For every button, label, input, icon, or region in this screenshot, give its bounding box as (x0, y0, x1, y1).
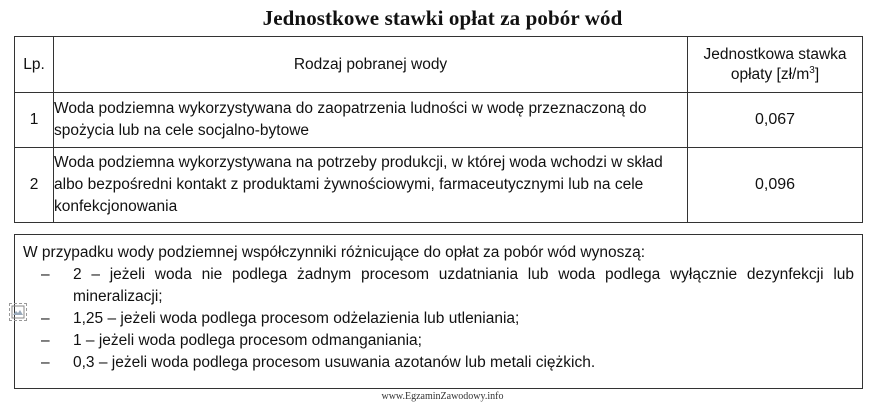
table-header-row (15, 37, 863, 93)
list-item (23, 330, 854, 352)
row-lp: 1 (15, 93, 54, 148)
coefficients-list (23, 264, 854, 374)
row-rate: 0,096 (688, 148, 863, 223)
coefficients-box (14, 234, 863, 389)
broken-image-icon (9, 303, 27, 321)
dash-marker: – (41, 332, 50, 349)
list-item-text: 1 – jeżeli woda podlega procesom odmanganiania; (73, 332, 422, 349)
list-item-text: 0,3 – jeżeli woda podlega procesom usuwania azotanów lub metali ciężkich. (73, 354, 596, 371)
header-water-type: Rodzaj pobranej wody (54, 37, 688, 93)
header-rate (688, 37, 863, 93)
row-description: Woda podziemna wykorzystywana na potrzeby produkcji, w której woda wchodzi w skład albo bezpośredni kontakt z produktami żywnościowymi, farmaceutycznymi lub na cele konfekcjonowania (54, 148, 688, 223)
dash-marker: – (41, 266, 50, 283)
row-rate: 0,067 (688, 93, 863, 148)
header-rate-sup: 3 (809, 64, 815, 76)
row-lp: 2 (15, 148, 54, 223)
list-item-text: 1,25 – jeżeli woda podlega procesom odżelazienia lub utleniania; (73, 310, 520, 327)
header-rate-end: ] (814, 65, 820, 83)
rates-table (14, 36, 863, 223)
coefficients-intro: W przypadku wody podziemnej współczynniki różnicujące do opłat za pobór wód wynoszą: (23, 244, 646, 261)
page-title: Jednostkowe stawki opłat za pobór wód (262, 6, 623, 30)
broken-image-glyph (10, 304, 26, 320)
list-item (23, 352, 854, 374)
header-rate-line1: Jednostkowa stawka (703, 45, 847, 63)
list-item (23, 308, 854, 330)
table-row (15, 93, 863, 148)
list-item (23, 264, 854, 308)
header-rate-line2: opłaty [zł/m (730, 65, 810, 83)
header-lp: Lp. (15, 37, 54, 93)
dash-marker: – (41, 310, 50, 327)
table-row (15, 148, 863, 223)
site-watermark: www.EgzaminZawodowy.info (381, 391, 504, 402)
dash-marker: – (41, 354, 50, 371)
row-description: Woda podziemna wykorzystywana do zaopatrzenia ludności w wodę przeznaczoną do spożycia lub na cele socjalno-bytowe (54, 93, 688, 148)
list-item-text: 2 – jeżeli woda nie podlega żadnym procesom uzdatniania lub woda podlega wyłącznie dezynfekcji lub mineralizacji; (73, 266, 854, 305)
